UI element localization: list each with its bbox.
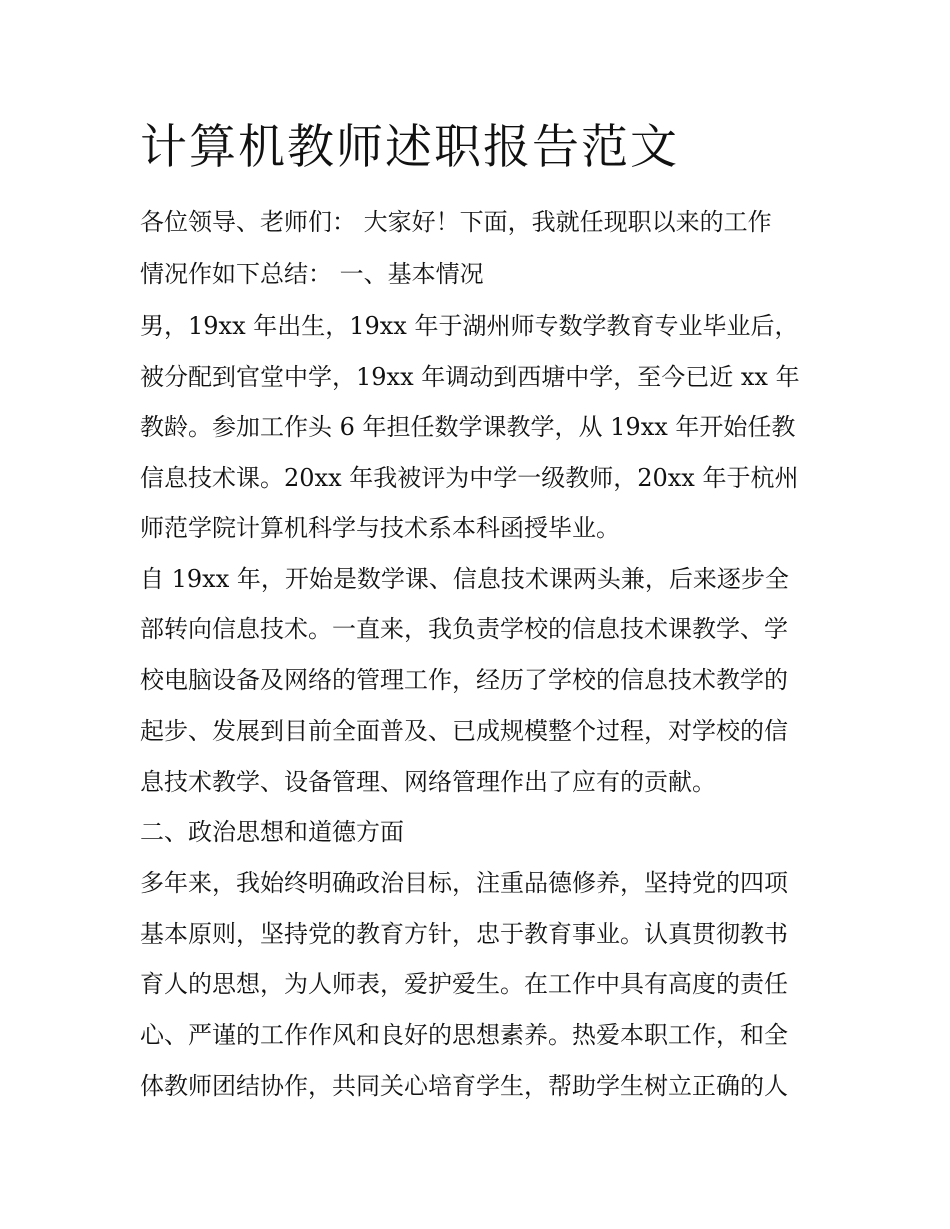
- section-heading: 二、政治思想和道德方面: [140, 818, 404, 846]
- body-line: 信息技术课。20xx 年我被评为中学一级教师，20xx 年于杭州: [140, 464, 799, 492]
- body-line: 育人的思想，为人师表，爱护爱生。在工作中具有高度的责任: [140, 970, 788, 998]
- body-line: 被分配到官堂中学，19xx 年调动到西塘中学，至今已近 xx 年: [140, 363, 800, 391]
- body-line: 自 19xx 年，开始是数学课、信息技术课两头兼，后来逐步全: [140, 565, 789, 593]
- body-line: 男，19xx 年出生，19xx 年于湖州师专数学教育专业毕业后，: [140, 312, 799, 340]
- body-line: 心、严谨的工作作风和良好的思想素养。热爱本职工作，和全: [140, 1021, 788, 1049]
- body-line: 教龄。参加工作头 6 年担任数学课教学，从 19xx 年开始任教: [140, 413, 796, 441]
- body-line: 起步、发展到目前全面普及、已成规模整个过程，对学校的信: [140, 717, 788, 745]
- body-line: 体教师团结协作，共同关心培育学生，帮助学生树立正确的人: [140, 1072, 788, 1100]
- body-line: 情况作如下总结： 一、基本情况: [140, 260, 484, 288]
- body-line: 基本原则，坚持党的教育方针，忠于教育事业。认真贯彻教书: [140, 920, 788, 948]
- body-line: 各位领导、老师们： 大家好！下面，我就任现职以来的工作: [140, 208, 772, 236]
- body-line: 息技术教学、设备管理、网络管理作出了应有的贡献。: [140, 768, 716, 796]
- body-line: 多年来，我始终明确政治目标，注重品德修养，坚持党的四项: [140, 869, 788, 897]
- document-title: 计算机教师述职报告范文: [140, 120, 679, 175]
- body-line: 校电脑设备及网络的管理工作，经历了学校的信息技术教学的: [140, 666, 788, 694]
- body-line: 师范学院计算机科学与技术系本科函授毕业。: [140, 514, 620, 542]
- body-line: 部转向信息技术。一直来，我负责学校的信息技术课教学、学: [140, 615, 788, 643]
